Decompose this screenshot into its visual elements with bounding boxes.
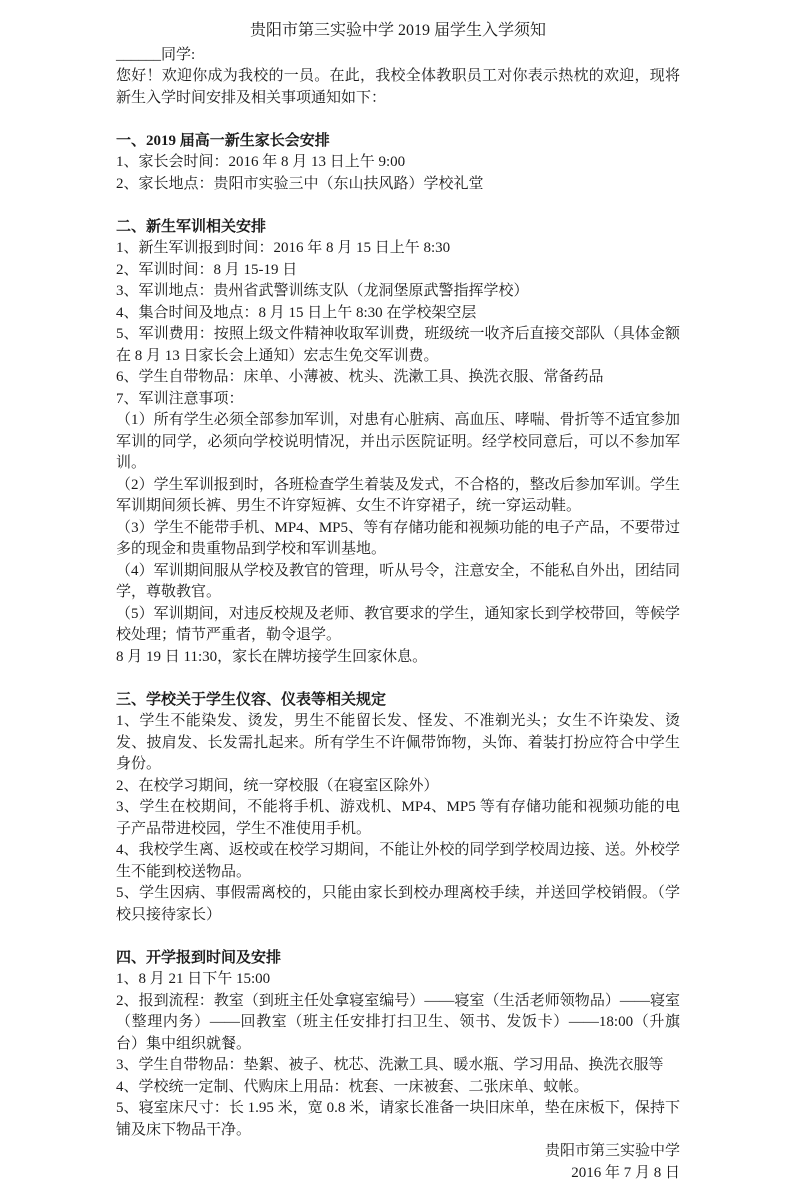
signature-block <box>116 1141 680 1184</box>
notice-item: 3、学生自带物品：垫絮、被子、枕芯、洗漱工具、暖水瓶、学习用品、换洗衣服等 <box>116 1055 680 1077</box>
section-parent-meeting <box>116 131 680 196</box>
notice-item: 5、寝室床尺寸：长 1.95 米，宽 0.8 米，请家长准备一块旧床单，垫在床板下，保持下铺及床下物品干净。 <box>116 1098 680 1141</box>
notice-item: 8 月 19 日 11:30，家长在牌坊接学生回家休息。 <box>116 647 680 669</box>
page-title: 贵阳市第三实验中学 2019 届学生入学须知 <box>116 18 680 44</box>
notice-subitem: （1）所有学生必须全部参加军训，对患有心脏病、高血压、哮喘、骨折等不适宜参加军训的同学，必须向学校说明情况，并出示医院证明。经学校同意后，可以不参加军训。 <box>116 410 680 475</box>
notice-item: 3、军训地点：贵州省武警训练支队（龙洞堡原武警指挥学校） <box>116 281 680 303</box>
notice-item: 3、学生在校期间，不能将手机、游戏机、MP4、MP5 等有存储功能和视频功能的电子产品带进校园，学生不准使用手机。 <box>116 797 680 840</box>
notice-item: 1、学生不能染发、烫发，男生不能留长发、怪发、不准剃光头；女生不许染发、烫发、披肩发、长发需扎起来。所有学生不许佩带饰物，头饰、着装打扮应符合中学生身份。 <box>116 711 680 776</box>
notice-item: 2、家长地点：贵阳市实验三中（东山扶风路）学校礼堂 <box>116 174 680 196</box>
salutation-text: 同学: <box>161 47 195 63</box>
section-heading: 一、2019 届高一新生家长会安排 <box>116 131 680 153</box>
notice-document <box>116 18 680 1184</box>
section-military-training <box>116 217 680 669</box>
notice-subitem: （3）学生不能带手机、MP4、MP5、等有存储功能和视频功能的电子产品，不要带过多的现金和贵重物品到学校和军训基地。 <box>116 518 680 561</box>
notice-item: 4、学校统一定制、代购床上用品：枕套、一床被套、二张床单、蚊帐。 <box>116 1077 680 1099</box>
notice-subitem: （4）军训期间服从学校及教官的管理，听从号令，注意安全，不能私自外出，团结同学，尊敬教官。 <box>116 561 680 604</box>
notice-subitem: （2）学生军训报到时，各班检查学生着装及发式，不合格的，整改后参加军训。学生军训期间须长裤、男生不许穿短裤、女生不许穿裙子，统一穿运动鞋。 <box>116 475 680 518</box>
section-registration <box>116 948 680 1142</box>
notice-item: 6、学生自带物品：床单、小薄被、枕头、洗漱工具、换洗衣服、常备药品 <box>116 367 680 389</box>
notice-item: 2、军训时间：8 月 15-19 日 <box>116 260 680 282</box>
name-blank-underline: ______ <box>116 44 161 66</box>
notice-item: 2、在校学习期间，统一穿校服（在寝室区除外） <box>116 776 680 798</box>
signature-date: 2016 年 7 月 8 日 <box>116 1163 680 1184</box>
notice-item: 4、我校学生离、返校或在校学习期间，不能让外校的同学到学校周边接、送。外校学生不能到校送物品。 <box>116 840 680 883</box>
notice-item: 2、报到流程：教室（到班主任处拿寝室编号）——寝室（生活老师领物品）——寝室（整理内务）——回教室（班主任安排打扫卫生、领书、发饭卡）——18:00（升旗台）集中组织就餐。 <box>116 991 680 1056</box>
notice-item: 1、家长会时间：2016 年 8 月 13 日上午 9:00 <box>116 152 680 174</box>
notice-item: 1、8 月 21 日下午 15:00 <box>116 969 680 991</box>
salutation-line <box>116 44 680 66</box>
section-appearance-rules <box>116 690 680 927</box>
notice-item: 4、集合时间及地点：8 月 15 日上午 8:30 在学校架空层 <box>116 303 680 325</box>
section-heading: 三、学校关于学生仪容、仪表等相关规定 <box>116 690 680 712</box>
section-heading: 二、新生军训相关安排 <box>116 217 680 239</box>
section-heading: 四、开学报到时间及安排 <box>116 948 680 970</box>
notice-item: 5、学生因病、事假需离校的，只能由家长到校办理离校手续，并送回学校销假。（学校只接待家长） <box>116 883 680 926</box>
signature-school: 贵阳市第三实验中学 <box>116 1141 680 1163</box>
notice-subitem: （5）军训期间，对违反校规及老师、教官要求的学生，通知家长到学校带回，等候学校处理；情节严重者，勒令退学。 <box>116 604 680 647</box>
notice-item: 5、军训费用：按照上级文件精神收取军训费，班级统一收齐后直接交部队（具体金额在 8 月 13 日家长会上通知）宏志生免交军训费。 <box>116 324 680 367</box>
intro-paragraph: 您好！欢迎你成为我校的一员。在此，我校全体教职员工对你表示热枕的欢迎，现将新生入学时间安排及相关事项通知如下： <box>116 66 680 109</box>
notice-item: 7、军训注意事项： <box>116 389 680 411</box>
notice-item: 1、新生军训报到时间：2016 年 8 月 15 日上午 8:30 <box>116 238 680 260</box>
